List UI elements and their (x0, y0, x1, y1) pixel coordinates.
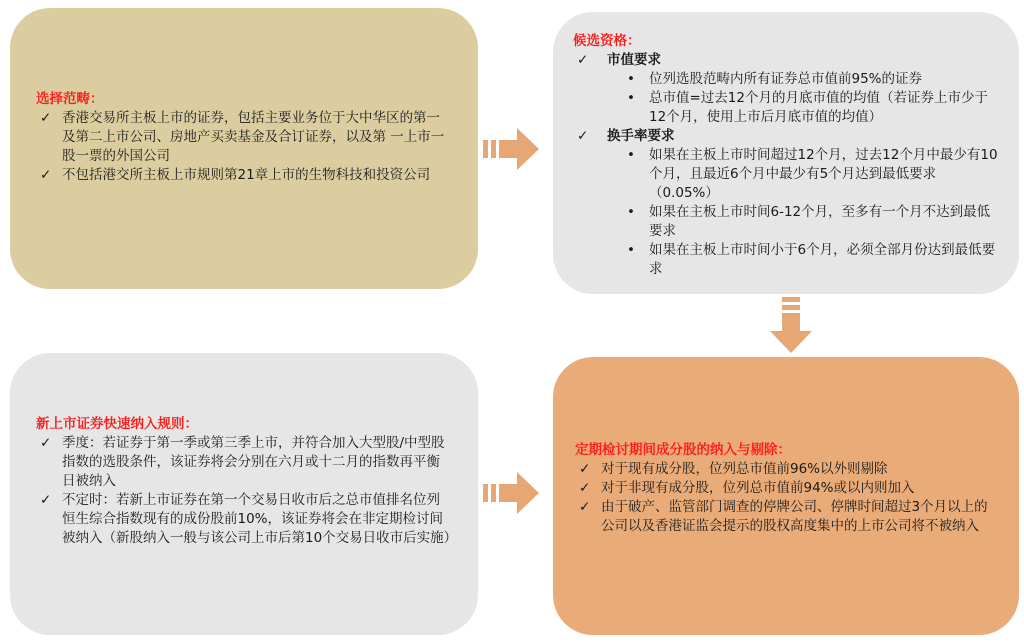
new-listing-item (36, 434, 452, 491)
bullet-dot-icon: • (627, 204, 635, 220)
turnover-heading (573, 127, 999, 146)
check-icon: ✓ (577, 52, 589, 68)
turnover-bullet (573, 241, 999, 279)
selection-scope-item (36, 109, 452, 166)
right-arrow-icon (483, 468, 541, 518)
selection-scope-item (36, 166, 452, 185)
market-cap-bullet (573, 70, 999, 89)
bullet-dot-icon: • (627, 90, 635, 106)
market-cap-bullet (573, 89, 999, 127)
turnover-label: 换手率要求 (607, 128, 675, 144)
bullet-dot-icon: • (627, 147, 635, 163)
periodic-review-item (575, 460, 999, 479)
eligibility-title: 候选资格： (573, 33, 641, 49)
bullet-text: 如果在主板上市时间6-12个月，至多有一个月不达到最低要求 (649, 204, 991, 239)
bullet-text: 如果在主板上市时间超过12个月，过去12个月中最少有10个月，且最近6个月中最少有5个月达到最低要求（0.05%） (649, 147, 998, 201)
check-icon: ✓ (40, 110, 52, 126)
check-icon: ✓ (40, 492, 52, 508)
market-cap-heading (573, 51, 999, 70)
check-icon: ✓ (579, 499, 591, 515)
periodic-review-text: 由于破产、监管部门调查的停牌公司、停牌时间超过3个月以上的公司以及香港证监会提示的股权高度集中的上市公司将不被纳入 (601, 499, 988, 534)
new-listing-title: 新上市证券快速纳入规则： (36, 416, 198, 432)
check-icon: ✓ (40, 167, 52, 183)
check-icon: ✓ (579, 461, 591, 477)
new-listing-text: 季度：若证券于第一季或第三季上市，并符合加入大型股/中型股指数的选股条件，该证券将会分别在六月或十二月的指数再平衡日被纳入 (62, 435, 445, 489)
check-icon: ✓ (579, 480, 591, 496)
periodic-review-item (575, 479, 999, 498)
periodic-review-box (553, 357, 1019, 635)
selection-scope-text: 不包括港交所主板上市规则第21章上市的生物科技和投资公司 (62, 167, 431, 183)
bullet-text: 如果在主板上市时间小于6个月，必须全部月份达到最低要求 (649, 242, 996, 277)
periodic-review-title: 定期检讨期间成分股的纳入与剔除： (575, 442, 791, 458)
selection-scope-title: 选择范畴： (36, 91, 104, 107)
new-listing-item (36, 491, 458, 548)
periodic-review-text: 对于非现有成分股，位列总市值前94%或以内则加入 (601, 480, 915, 496)
market-cap-label: 市值要求 (607, 52, 661, 68)
new-listing-text: 不定时：若新上市证券在第一个交易日收市后之总市值排名位列恒生综合指数现有的成份股前10%，该证券将会在非定期检讨间被纳入（新股纳入一般与该公司上市后第10个交易日收市后实施） (62, 492, 458, 546)
turnover-bullet (573, 203, 999, 241)
eligibility-box (553, 12, 1019, 294)
down-arrow-icon (766, 297, 816, 355)
periodic-review-text: 对于现有成分股，位列总市值前96%以外则剔除 (601, 461, 888, 477)
periodic-review-item (575, 498, 999, 536)
check-icon: ✓ (577, 128, 589, 144)
bullet-dot-icon: • (627, 71, 635, 87)
turnover-bullet (573, 146, 999, 203)
bullet-dot-icon: • (627, 242, 635, 258)
bullet-text: 位列选股范畴内所有证券总市值前95%的证券 (649, 71, 923, 87)
selection-scope-box (10, 8, 478, 289)
check-icon: ✓ (40, 435, 52, 451)
selection-scope-text: 香港交易所主板上市的证券，包括主要业务位于大中华区的第一及第二上市公司、房地产买卖基金及合订证券，以及第 一上市一股一票的外国公司 (62, 110, 445, 164)
new-listing-box (10, 353, 478, 635)
right-arrow-icon (483, 124, 541, 174)
bullet-text: 总市值=过去12个月的月底市值的均值（若证券上市少于12个月，使用上市后月底市值的均值） (649, 90, 988, 125)
